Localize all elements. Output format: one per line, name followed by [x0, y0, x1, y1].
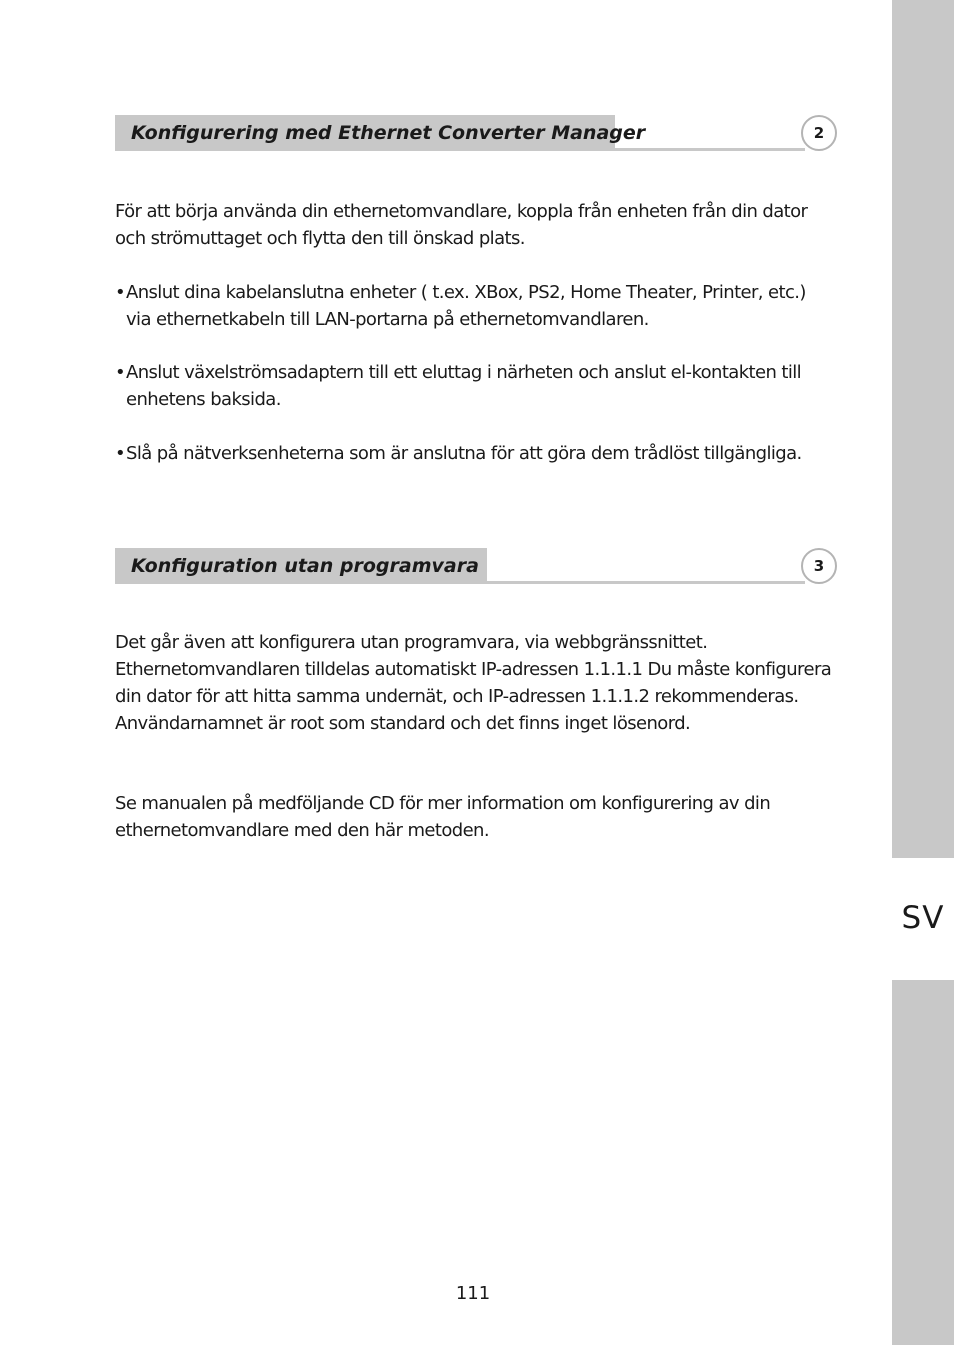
language-tab-label: SV — [901, 900, 945, 936]
bullet-text: Anslut dina kabelanslutna enheter ( t.ex. XBox, PS2, Home Theater, Printer, etc.) via ethernetkabeln till LAN-portarna på ethernetomvandlaren. — [126, 282, 806, 330]
section-3-paragraph-manual: Se manualen på medföljande CD för mer information om konfigurering av din ethernetomvandlare med den här metoden. — [115, 793, 771, 841]
section-3-title: Konfiguration utan programvara — [115, 548, 487, 584]
section-3-number-badge: 3 — [801, 548, 837, 584]
section-3-header — [115, 548, 837, 586]
bullet-marker: • — [115, 443, 126, 464]
section-2-header — [115, 115, 837, 153]
bullet-item — [115, 440, 835, 467]
bullet-item — [115, 359, 835, 413]
bullet-marker: • — [115, 282, 126, 303]
bullet-text: Slå på nätverksenheterna som är anslutna för att göra dem trådlöst tillgängliga. — [126, 443, 802, 464]
bullet-marker: • — [115, 362, 126, 383]
section-2-number-badge: 2 — [801, 115, 837, 151]
language-tab-bar-top — [892, 0, 954, 858]
section-2-title: Konfigurering med Ethernet Converter Manager — [115, 115, 615, 151]
section-2-divider — [615, 148, 805, 151]
section-2-intro: För att börja använda din ethernetomvandlare, koppla från enheten från din dator och strömuttaget och flytta den till önskad plats. — [115, 201, 808, 249]
bullet-text: Anslut växelströmsadaptern till ett eluttag i närheten och anslut el-kontakten till enhetens baksida. — [126, 362, 802, 410]
section-3-divider — [487, 581, 805, 584]
bullet-item — [115, 279, 835, 333]
page-number: 111 — [455, 1283, 491, 1304]
section-3-paragraph-web-interface: Det går även att konfigurera utan programvara, via webbgränssnittet. Ethernetomvandlaren tilldelas automatiskt IP-adressen 1.1.1.1 Du måste konfigurera din dator för att hitta samma undernät, och IP-adressen 1.1.1.2 rekommenderas. Användarnamnet är root som standard och det finns inget lösenord. — [115, 632, 832, 734]
